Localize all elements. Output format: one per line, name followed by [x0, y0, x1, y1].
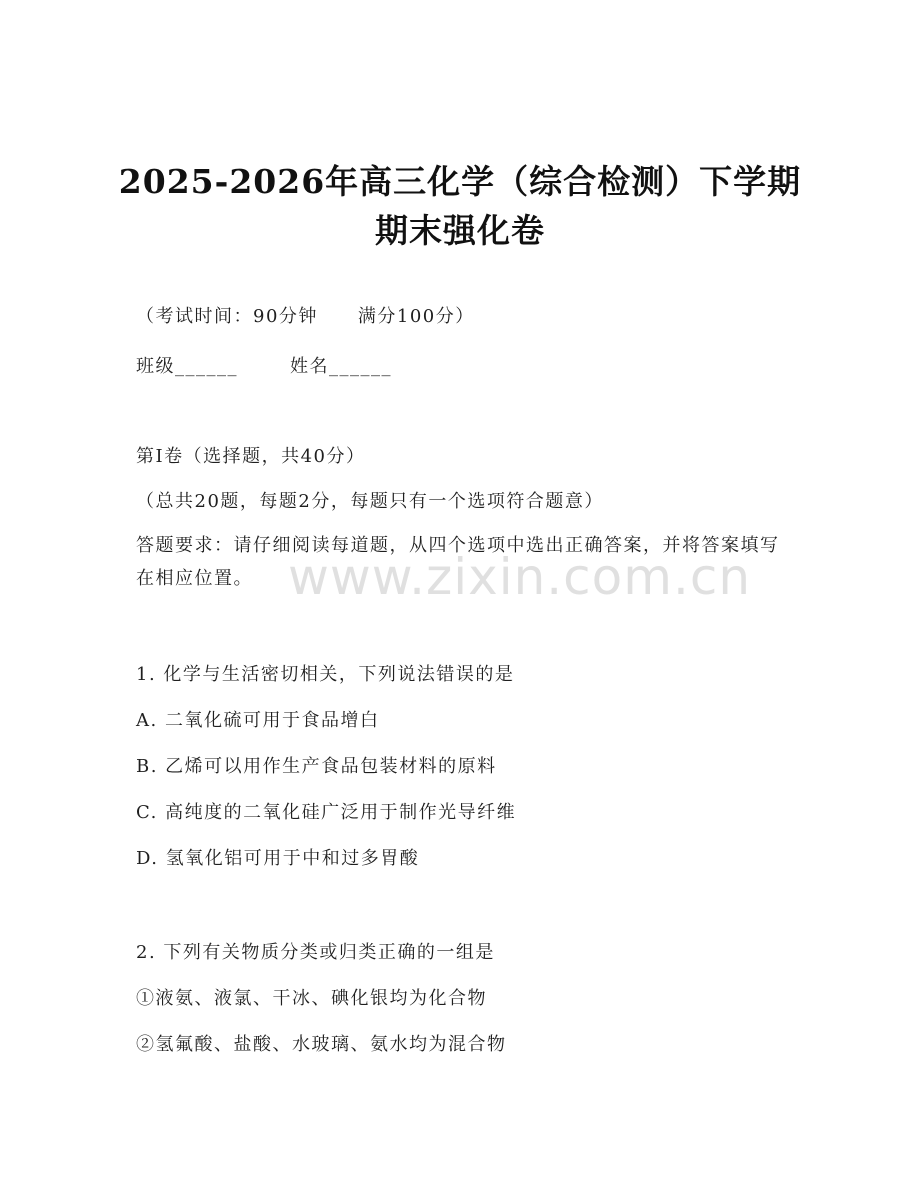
class-field: 班级______	[136, 356, 238, 377]
section-heading: 第I卷（选择题，共40分）	[136, 446, 366, 467]
question-1-option-b: B. 乙烯可以用作生产食品包装材料的原料	[136, 756, 497, 777]
student-fields	[136, 352, 392, 378]
document-title-line-1: 2025-2026年高三化学（综合检测）下学期	[118, 162, 802, 201]
watermark: www.zixin.com.cn	[288, 548, 752, 606]
question-1-stem: 1. 化学与生活密切相关，下列说法错误的是	[136, 664, 515, 685]
exam-score: 满分100分）	[357, 306, 475, 327]
exam-info	[136, 302, 475, 328]
section-note: （总共20题，每题2分，每题只有一个选项符合题意）	[136, 491, 604, 512]
question-1-option-c: C. 高纯度的二氧化硅广泛用于制作光导纤维	[136, 802, 517, 823]
exam-time: （考试时间：90分钟	[136, 306, 318, 327]
question-2-statement-1: ①液氨、液氯、干冰、碘化银均为化合物	[136, 988, 487, 1009]
name-field: 姓名______	[290, 356, 392, 377]
question-2-stem: 2. 下列有关物质分类或归类正确的一组是	[136, 942, 495, 963]
question-1-option-d: D. 氢氧化铝可用于中和过多胃酸	[136, 848, 420, 869]
document-title-line-2: 期末强化卷	[375, 211, 545, 250]
question-1-option-a: A. 二氧化硫可用于食品增白	[136, 710, 380, 731]
question-2-statement-2: ②氢氟酸、盐酸、水玻璃、氨水均为混合物	[136, 1034, 507, 1055]
answer-instructions: 答题要求：请仔细阅读每道题，从四个选项中选出正确答案，并将答案填写在相应位置。	[136, 535, 780, 589]
